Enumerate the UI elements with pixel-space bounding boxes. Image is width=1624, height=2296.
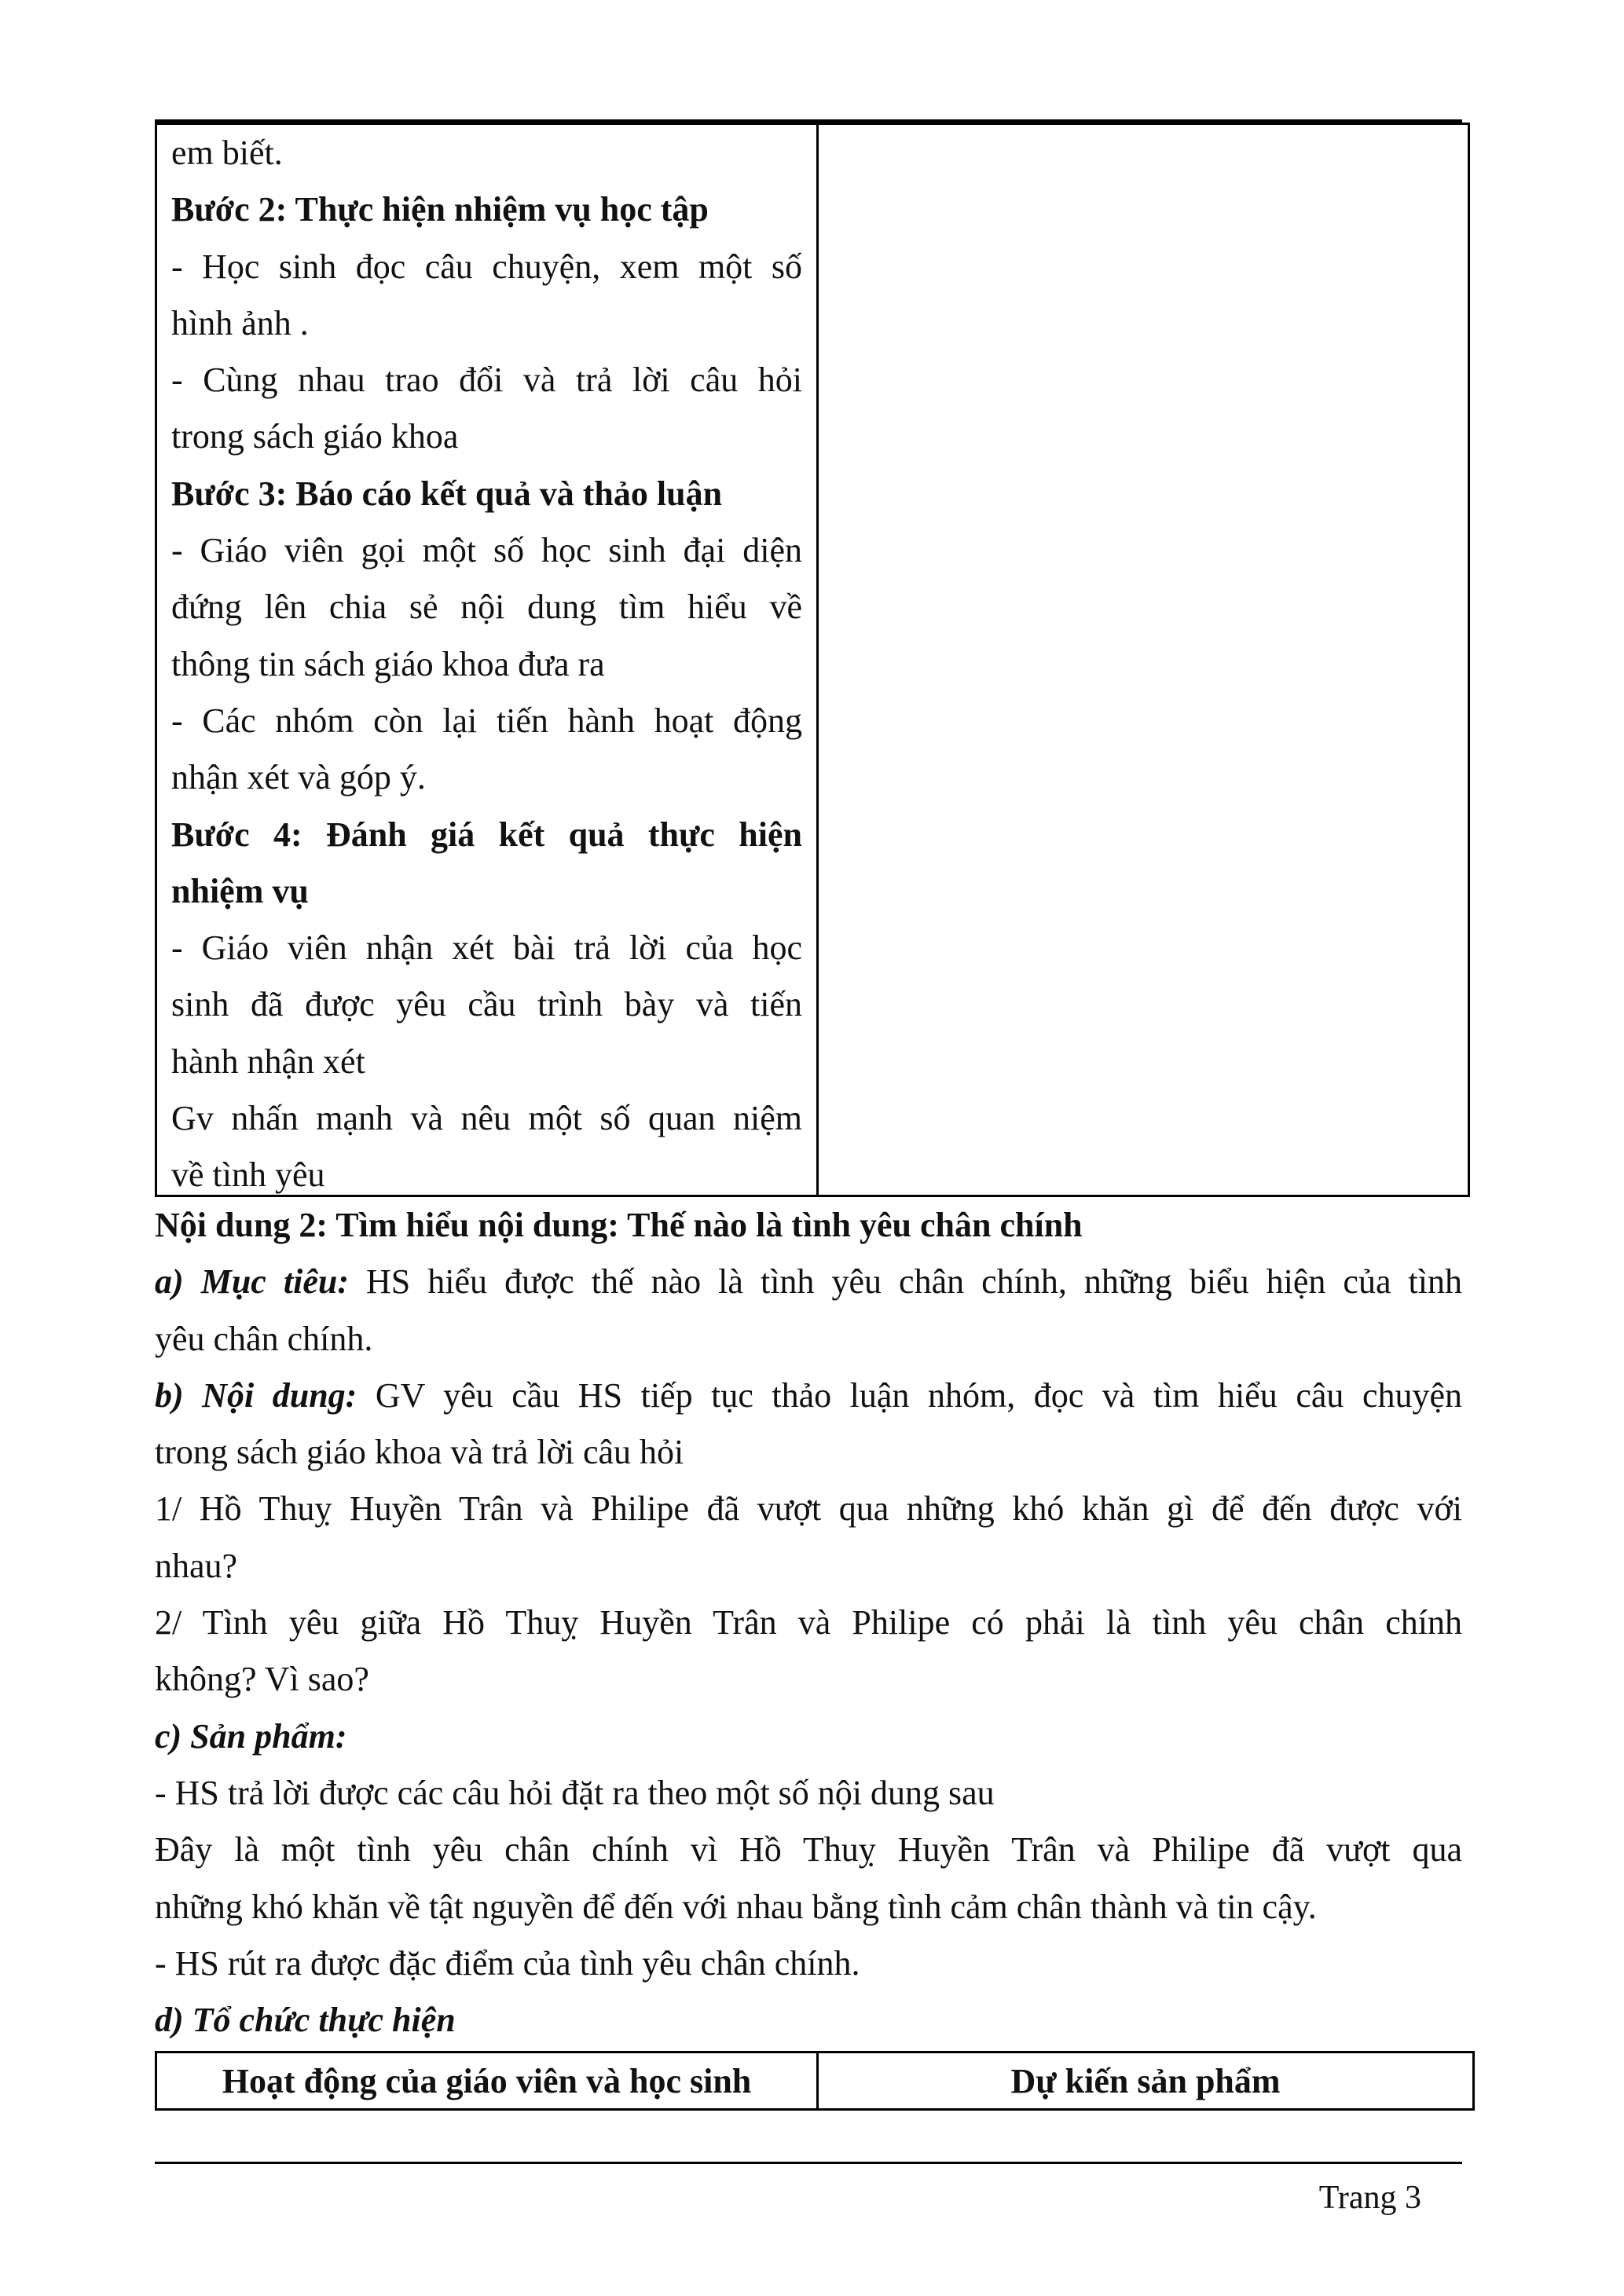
header-product: Dự kiến sản phẩm — [1010, 2061, 1281, 2100]
activity-line: hành nhận xét — [171, 1042, 365, 1081]
san-pham-line-1: - HS trả lời được các câu hỏi đặt ra theo một số nội dung sau — [155, 1773, 995, 1812]
header-activity: Hoạt động của giáo viên và học sinh — [157, 2053, 819, 2108]
muc-tieu-line-2: yêu chân chính. — [155, 1319, 373, 1358]
to-chuc-label: d) Tổ chức thực hiện — [155, 2001, 456, 2040]
activity-cell — [157, 125, 819, 1195]
san-pham-line-4: - HS rút ra được đặc điểm của tình yêu chân chính. — [155, 1943, 860, 1983]
question-1-line-1: 1/ Hồ Thuỵ Huyền Trân và Philipe đã vượt qua những khó khăn gì để đến được với — [155, 1489, 1462, 1529]
activity-line: về tình yêu — [171, 1155, 325, 1195]
question-2-line-2: không? Vì sao? — [155, 1660, 369, 1699]
activity-line: trong sách giáo khoa — [171, 417, 459, 456]
activity-line: nhiệm vụ — [171, 871, 309, 910]
noi-dung-label: b) Nội dung: — [155, 1375, 357, 1415]
section-content — [155, 1197, 1462, 2049]
activity-line: Bước 4: Đánh giá kết quả thực hiện — [171, 815, 802, 854]
activity-line: Gv nhấn mạnh và nêu một số quan niệm — [171, 1099, 802, 1138]
activity-table-header — [155, 2051, 1475, 2111]
san-pham-line-3: những khó khăn về tật nguyền để đến với nhau bằng tình cảm chân thành và tin cậy. — [155, 1887, 1317, 1926]
activity-line: đứng lên chia sẻ nội dung tìm hiểu về — [171, 588, 802, 627]
activity-line: Bước 3: Báo cáo kết quả và thảo luận — [171, 474, 723, 513]
noi-dung-text: GV yêu cầu HS tiếp tục thảo luận nhóm, đọc và tìm hiểu câu chuyện — [357, 1375, 1462, 1415]
activity-line: thông tin sách giáo khoa đưa ra — [171, 644, 605, 683]
muc-tieu-text: HS hiểu được thế nào là tình yêu chân chính, những biểu hiện của tình — [348, 1262, 1462, 1302]
activity-line: sinh đã được yêu cầu trình bày và tiến — [171, 985, 802, 1024]
san-pham-line-2: Đây là một tình yêu chân chính vì Hồ Thuỵ Huyền Trân và Philipe đã vượt qua — [155, 1830, 1462, 1869]
activity-line: - Giáo viên nhận xét bài trả lời của học — [171, 928, 802, 968]
activity-line: - Giáo viên gọi một số học sinh đại diện — [171, 531, 802, 570]
noi-dung-line-2: trong sách giáo khoa và trả lời câu hỏi — [155, 1433, 684, 1472]
san-pham-label: c) Sản phẩm: — [155, 1716, 347, 1756]
activity-line: - Cùng nhau trao đổi và trả lời câu hỏi — [171, 361, 802, 400]
activity-line: - Học sinh đọc câu chuyện, xem một số — [171, 247, 802, 286]
product-cell — [819, 125, 1468, 1195]
activity-line: hình ảnh . — [171, 303, 309, 342]
activity-line: nhận xét và góp ý. — [171, 758, 426, 797]
page-number: Trang 3 — [1318, 2180, 1421, 2216]
activity-line: - Các nhóm còn lại tiến hành hoạt động — [171, 701, 802, 740]
question-1-line-2: nhau? — [155, 1546, 238, 1585]
question-2-line-1: 2/ Tình yêu giữa Hồ Thuỵ Huyền Trân và Philipe có phải là tình yêu chân chính — [155, 1603, 1462, 1642]
activity-line: Bước 2: Thực hiện nhiệm vụ học tập — [171, 190, 709, 229]
continued-table — [155, 123, 1470, 1197]
footer-rule — [155, 2162, 1462, 2164]
activity-line: em biết. — [171, 134, 283, 172]
muc-tieu-line-1 — [155, 1254, 1462, 1310]
muc-tieu-label: a) Mục tiêu: — [155, 1262, 349, 1302]
noi-dung-line-1 — [155, 1368, 1462, 1424]
section-heading: Nội dung 2: Tìm hiểu nội dung: Thế nào là tình yêu chân chính — [155, 1206, 1083, 1244]
